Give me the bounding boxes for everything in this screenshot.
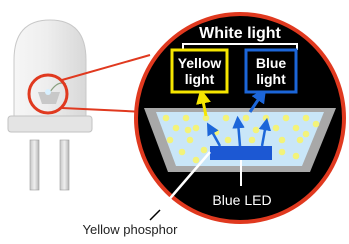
- phosphor-dot: [185, 127, 192, 134]
- led-bulb-icon: [8, 20, 92, 190]
- led-flange: [8, 116, 92, 132]
- phosphor-dot: [179, 149, 186, 156]
- phosphor-dot: [201, 147, 208, 154]
- led-chip-glow: [45, 89, 51, 95]
- blue-led-label: Blue LED: [212, 192, 272, 208]
- phosphor-dot: [193, 157, 200, 164]
- led-lead-right: [60, 140, 69, 190]
- phosphor-dot: [187, 137, 194, 144]
- phosphor-dot: [263, 115, 270, 122]
- phosphor-dot: [225, 137, 232, 144]
- phosphor-dot: [243, 115, 250, 122]
- led-lead-left: [30, 140, 39, 190]
- phosphor-dot: [167, 137, 174, 144]
- phosphor-dot: [293, 125, 300, 132]
- phosphor-dot: [223, 115, 230, 122]
- yellow-phosphor-pointer-outline: [150, 210, 160, 220]
- phosphor-dot: [279, 149, 286, 156]
- yellow-phosphor-label: Yellow phosphor: [82, 222, 178, 237]
- phosphor-dot: [249, 137, 256, 144]
- blue-light-label-line1: Blue: [255, 55, 287, 71]
- phosphor-dot: [293, 153, 300, 160]
- yellow-light-label-line1: Yellow: [177, 55, 222, 71]
- phosphor-dot: [303, 131, 310, 138]
- phosphor-dot: [273, 125, 280, 132]
- phosphor-dot: [193, 125, 200, 132]
- white-light-title: White light: [199, 25, 281, 42]
- phosphor-dot: [283, 115, 290, 122]
- phosphor-dot: [163, 115, 170, 122]
- phosphor-dot: [253, 127, 260, 134]
- yellow-light-label-line2: light: [184, 71, 215, 87]
- phosphor-dot: [313, 121, 320, 128]
- phosphor-dot: [173, 125, 180, 132]
- blue-light-label-line2: light: [256, 71, 286, 87]
- phosphor-dot: [303, 115, 310, 122]
- phosphor-dot: [279, 137, 286, 144]
- phosphor-dot: [297, 137, 304, 144]
- blue-led-chip: [210, 146, 272, 160]
- phosphor-dot: [183, 115, 190, 122]
